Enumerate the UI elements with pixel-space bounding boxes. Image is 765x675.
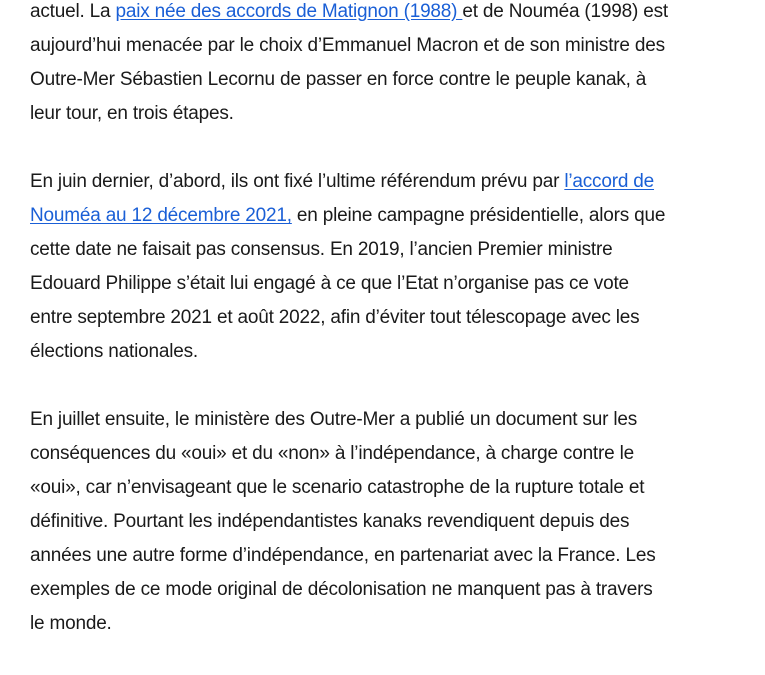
paragraph-1-text-end: et de Nouméa (1998) est aujourd’hui menacée par le choix d’Emmanuel Macron et de son ministre des Outre-Mer Sébastien Lecornu de passer en force contre le peuple kanak, à leur tour, en trois étapes. <box>30 1 668 124</box>
link-noumea-accord[interactable]: l’accord de Nouméa au 12 décembre 2021, <box>30 171 655 226</box>
article-body <box>30 0 670 675</box>
paragraph-2-text-start: En juin dernier, d’abord, ils ont fixé l’ultime référendum prévu par <box>30 171 565 192</box>
paragraph-3: En juillet ensuite, le ministère des Outre-Mer a publié un document sur les conséquences du «oui» et du «non» à l’indépendance, à charge contre le «oui», car n’envisageant que le scenario catastrophe de la rupture totale et définitive. Pourtant les indépendantistes kanaks revendiquent depuis des années une autre forme d’indépendance, en partenariat avec la France. Les exemples de ce mode original de décolonisation ne manquent pas à travers le monde. <box>30 409 656 634</box>
paragraph-1 <box>30 0 670 131</box>
paragraph-2-text-end: en pleine campagne présidentielle, alors que cette date ne faisait pas consensus. En 2019, l’ancien Premier ministre Edouard Philippe s’était lui engagé à ce que l’Etat n’organise pas ce vote entre septembre 2021 et août 2022, afin d’éviter tout télescopage avec les élections nationales. <box>30 205 666 362</box>
paragraph-1-text-start: actuel. La <box>30 1 116 22</box>
link-matignon-accords[interactable]: paix née des accords de Matignon (1988) <box>115 1 463 22</box>
paragraph-2 <box>30 165 670 369</box>
